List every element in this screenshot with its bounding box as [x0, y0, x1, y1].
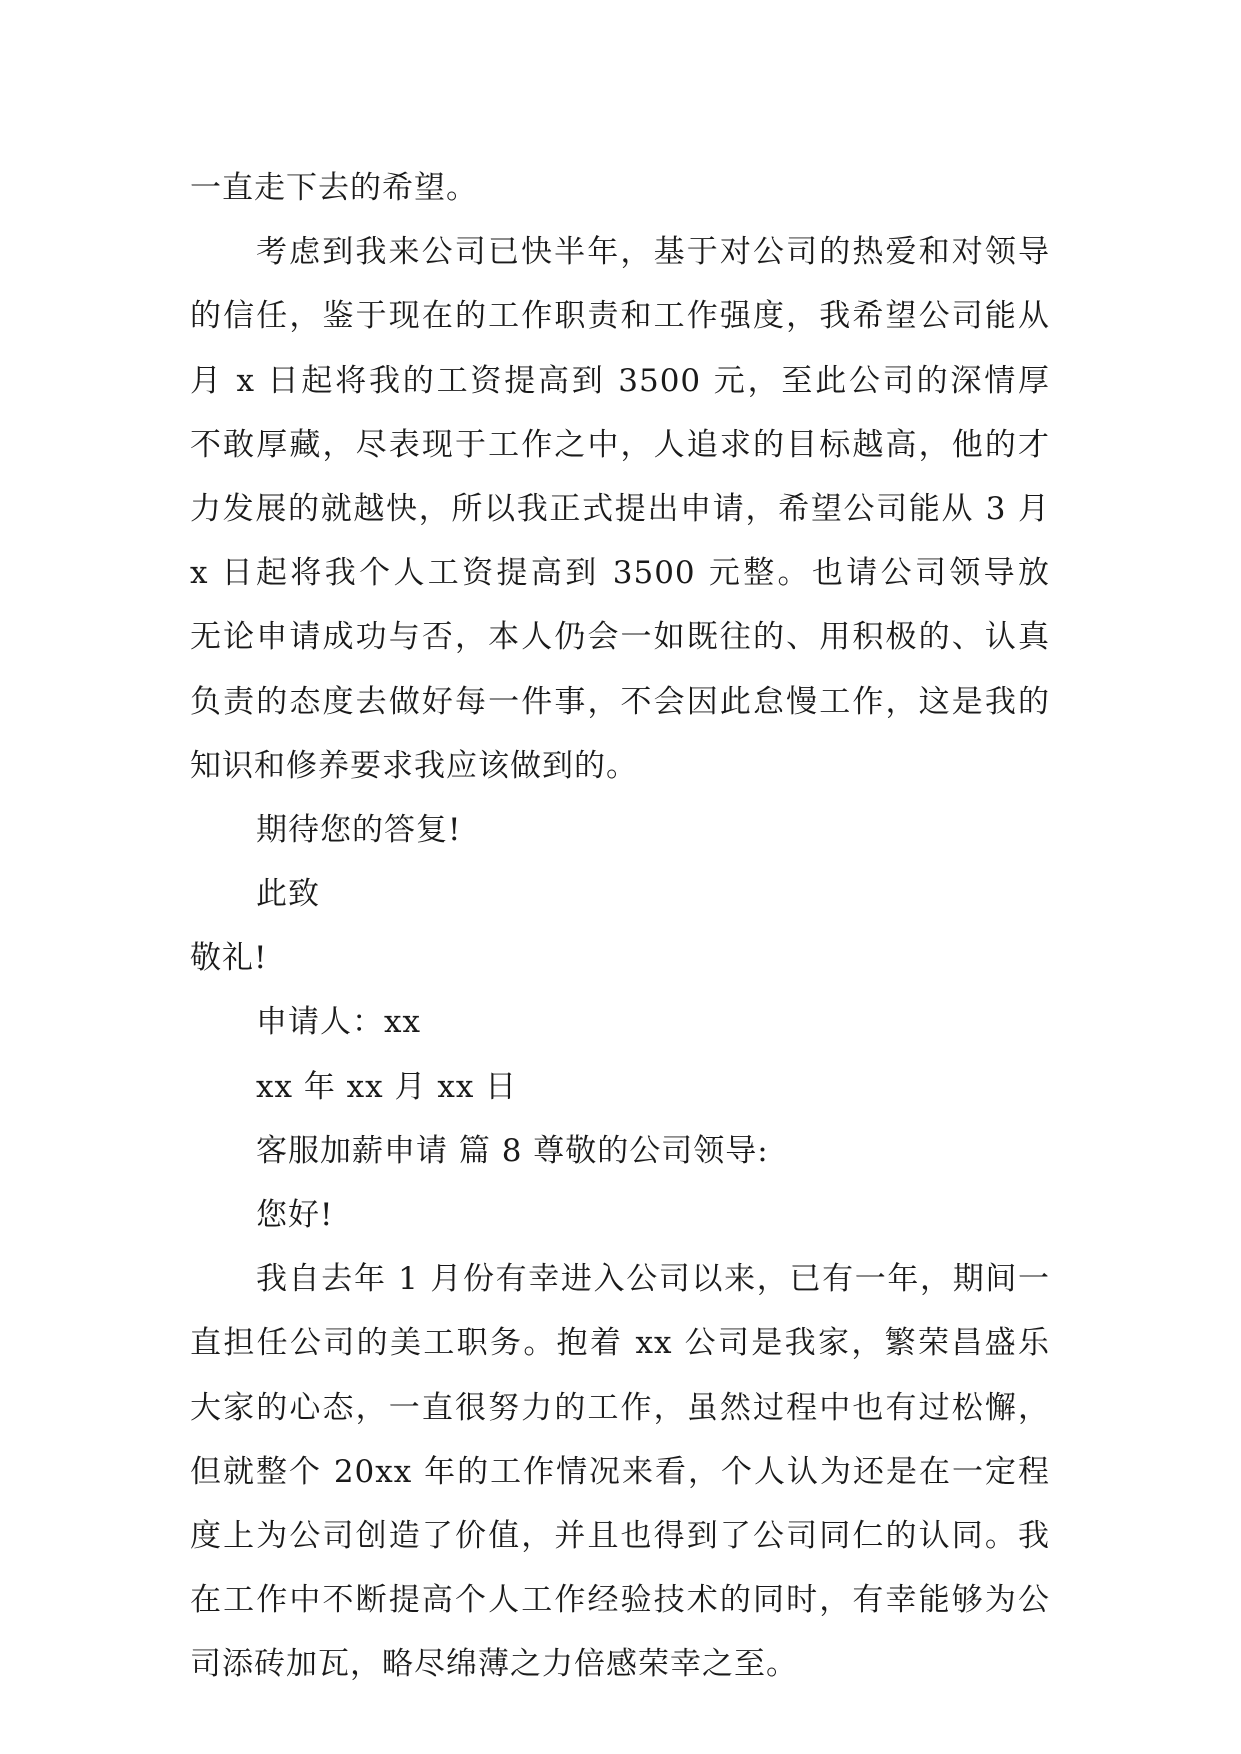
text-line: 敬礼! — [190, 940, 268, 977]
text-line: 不敢厚藏，尽表现于工作之中，人追求的目标越高，他的才 — [190, 426, 1050, 463]
text-line: 司添砖加瓦，略尽绵薄之力倍感荣幸之至。 — [190, 1646, 798, 1683]
text-line: 申请人：xx — [256, 1004, 421, 1041]
text-line: 无论申请成功与否，本人仍会一如既往的、用积极的、认真 — [190, 619, 1050, 656]
text-line: 但就整个 20xx 年的工作情况来看，个人认为还是在一定程 — [190, 1453, 1050, 1490]
text-line: x 日起将我个人工资提高到 3500 元整。也请公司领导放 — [190, 555, 1050, 592]
text-line: xx 年 xx 月 xx 日 — [256, 1068, 518, 1105]
text-line: 月 x 日起将我的工资提高到 3500 元，至此公司的深情厚 — [190, 362, 1050, 399]
text-line: 负责的态度去做好每一件事，不会因此怠慢工作，这是我的 — [190, 683, 1050, 720]
text-line: 期待您的答复! — [256, 811, 462, 848]
text-line: 此致 — [256, 876, 320, 913]
document-body — [190, 156, 1050, 1697]
text-line: 大家的心态，一直很努力的工作，虽然过程中也有过松懈， — [190, 1389, 1050, 1426]
text-line: 力发展的就越快，所以我正式提出申请，希望公司能从 3 月 — [190, 490, 1050, 527]
text-line: 度上为公司创造了价值，并且也得到了公司同仁的认同。我 — [190, 1517, 1050, 1554]
text-line: 知识和修养要求我应该做到的。 — [190, 747, 638, 784]
text-line: 考虑到我来公司已快半年，基于对公司的热爱和对领导 — [256, 234, 1050, 271]
text-line: 在工作中不断提高个人工作经验技术的同时，有幸能够为公 — [190, 1582, 1050, 1619]
text-line: 直担任公司的美工职务。抱着 xx 公司是我家，繁荣昌盛乐 — [190, 1325, 1050, 1362]
text-line: 客服加薪申请 篇 8 尊敬的公司领导: — [256, 1132, 769, 1169]
text-line: 我自去年 1 月份有幸进入公司以来，已有一年，期间一 — [256, 1261, 1050, 1298]
text-line: 一直走下去的希望。 — [190, 170, 478, 206]
text-line: 的信任，鉴于现在的工作职责和工作强度，我希望公司能从 — [190, 298, 1050, 335]
text-line: 您好! — [256, 1197, 334, 1233]
